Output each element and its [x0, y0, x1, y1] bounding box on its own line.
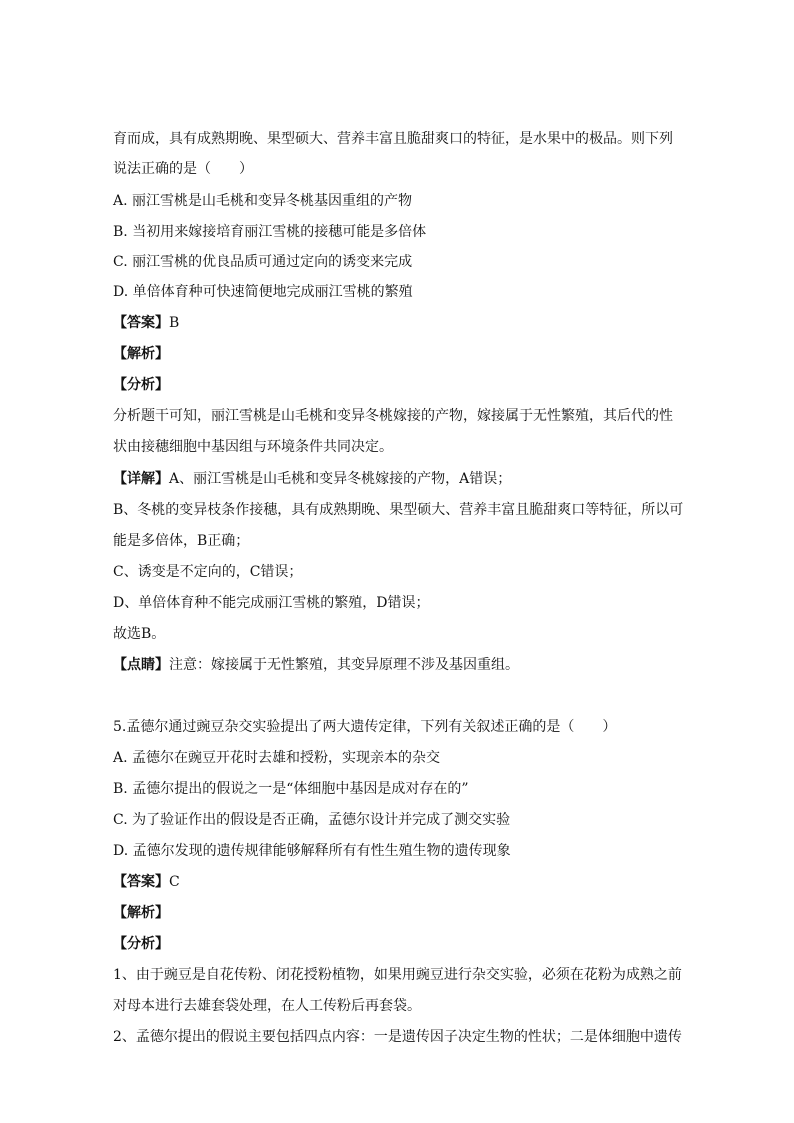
- q4-xiangjie-c: C、诱变是不定向的，C错误；: [113, 564, 303, 580]
- q4-xiangjie-a-text: A、丽江雪桃是山毛桃和变异冬桃嫁接的产物，A错误；: [169, 471, 512, 487]
- q5-stem: 5.孟德尔通过豌豆杂交实验提出了两大遗传定律，下列有关叙述正确的是（ ）: [113, 719, 617, 735]
- q5-jiexi-tag: 【解析】: [113, 905, 169, 921]
- q4-fenxi-tag: 【分析】: [113, 377, 169, 393]
- q4-dianjing: [113, 655, 519, 675]
- q4-xiangjie-d: D、单倍体育种不能完成丽江雪桃的繁殖，D错误；: [113, 595, 430, 611]
- q4-conclusion: 故选B。: [113, 626, 166, 642]
- q5-answer: [113, 872, 180, 892]
- q4-option-b: B. 当初用来嫁接培育丽江雪桃的接穗可能是多倍体: [113, 224, 427, 240]
- q4-jiexi-tag: 【解析】: [113, 346, 169, 362]
- q5-answer-value: C: [169, 874, 180, 890]
- q4-xiangjie-tag: 【详解】: [113, 471, 169, 487]
- q4-option-d: D. 单倍体育种可快速简便地完成丽江雪桃的繁殖: [113, 284, 413, 300]
- q5-fenxi-tag: 【分析】: [113, 936, 169, 952]
- q5-option-c: C. 为了验证作出的假设是否正确，孟德尔设计并完成了测交实验: [113, 812, 511, 828]
- q4-xiangjie-b-line-2: 能是多倍体，B正确；: [113, 533, 250, 549]
- q4-stem-line-2: 说法正确的是（ ）: [113, 161, 253, 177]
- q5-fenxi-2-line-1: 2、孟德尔提出的假说主要包括四点内容：一是遗传因子决定生物的性状；二是体细胞中遗传: [113, 1029, 682, 1045]
- q4-fenxi-line-1: 分析题干可知，丽江雪桃是山毛桃和变异冬桃嫁接的产物，嫁接属于无性繁殖，其后代的性: [113, 408, 673, 424]
- q4-dianjing-tag: 【点睛】: [113, 657, 169, 673]
- q4-option-c: C. 丽江雪桃的优良品质可通过定向的诱变来完成: [113, 254, 413, 270]
- q5-option-a: A. 孟德尔在豌豆开花时去雄和授粉，实现亲本的杂交: [113, 750, 441, 766]
- q4-xiangjie-b-line-1: B、冬桃的变异枝条作接穗，具有成熟期晚、果型硕大、营养丰富且脆甜爽口等特征，所以可: [113, 502, 684, 518]
- q5-fenxi-1-line-1: 1、由于豌豆是自花传粉、闭花授粉植物，如果用豌豆进行杂交实验，必须在花粉为成熟之前: [113, 967, 682, 983]
- q4-answer-value: B: [169, 315, 180, 331]
- q4-answer-tag: 【答案】: [113, 315, 169, 331]
- q4-option-a: A. 丽江雪桃是山毛桃和变异冬桃基因重组的产物: [113, 193, 413, 209]
- q4-xiangjie-a: [113, 469, 511, 489]
- q4-stem-line-1: 育而成，具有成熟期晚、果型硕大、营养丰富且脆甜爽口的特征，是水果中的极品。则下列: [113, 131, 673, 147]
- q5-answer-tag: 【答案】: [113, 874, 169, 890]
- q4-answer: [113, 313, 179, 333]
- q5-fenxi-1-line-2: 对母本进行去雄套袋处理，在人工传粉后再套袋。: [113, 998, 421, 1014]
- q5-option-d: D. 孟德尔发现的遗传规律能够解释所有有性生殖生物的遗传现象: [113, 843, 511, 859]
- q5-option-b: B. 孟德尔提出的假说之一是“体细胞中基因是成对存在的”: [113, 781, 469, 797]
- q4-fenxi-line-2: 状由接穗细胞中基因组与环境条件共同决定。: [113, 439, 393, 455]
- q4-dianjing-text: 注意：嫁接属于无性繁殖，其变异原理不涉及基因重组。: [169, 657, 519, 673]
